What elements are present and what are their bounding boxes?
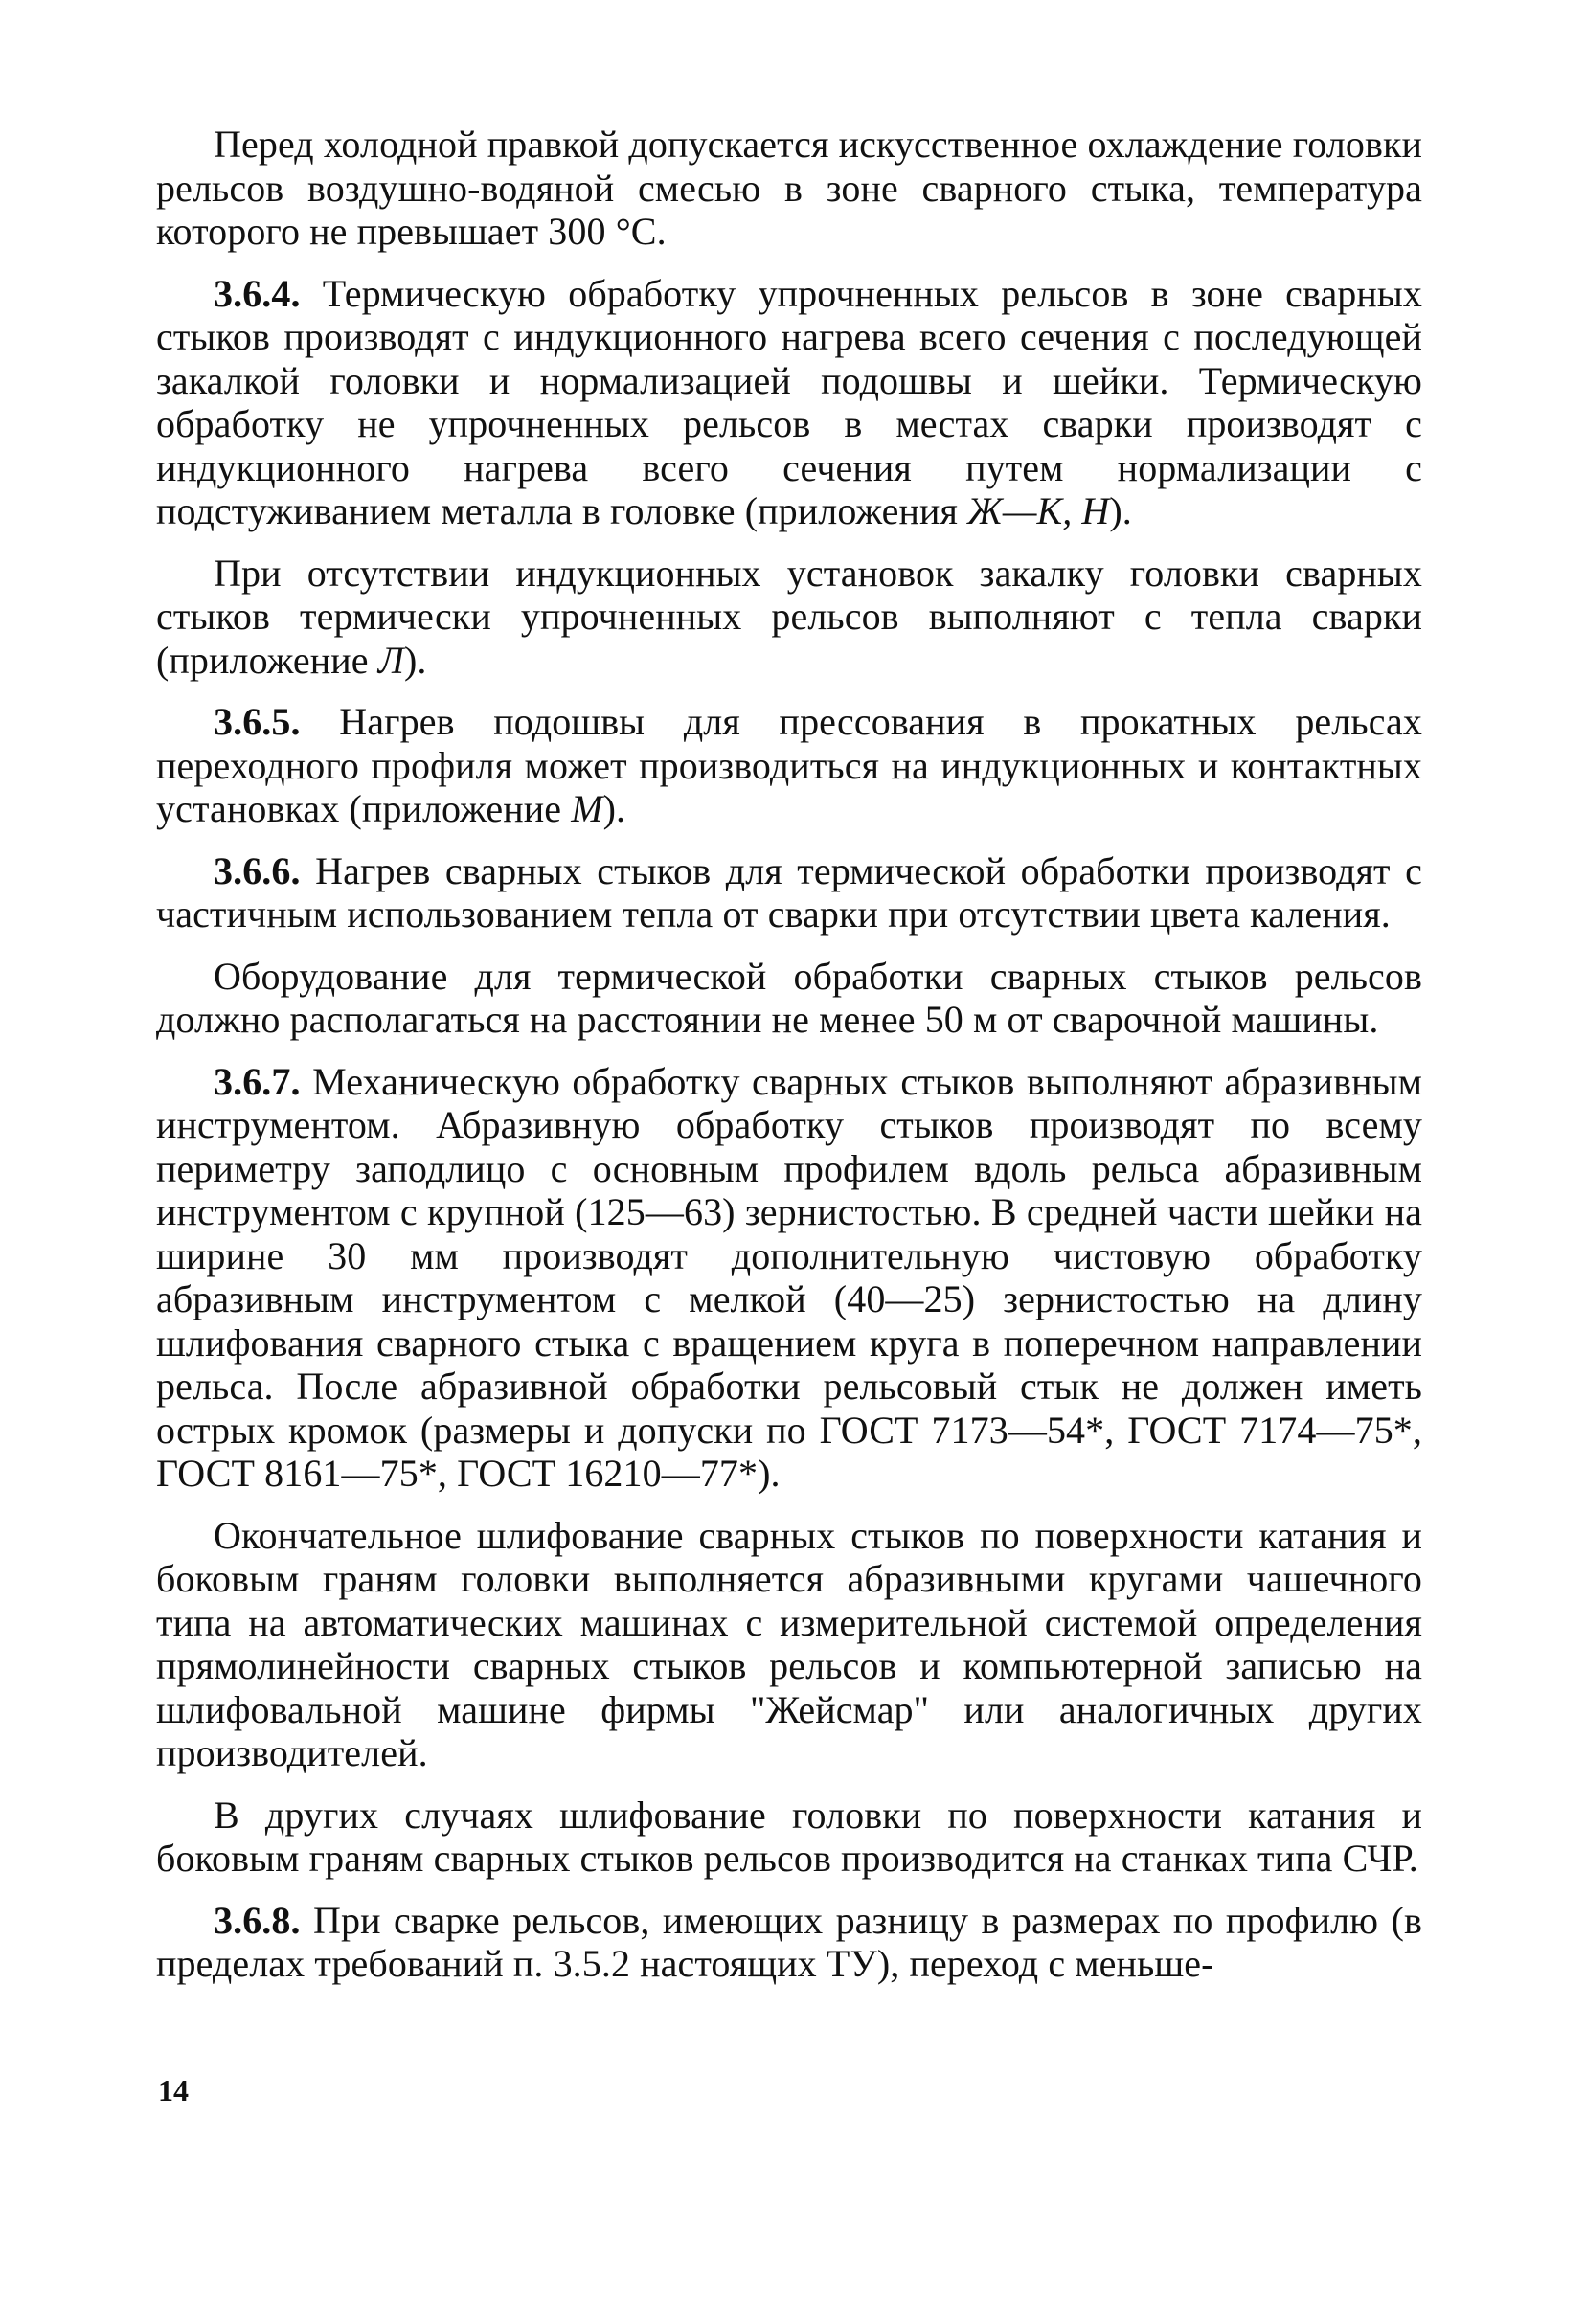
paragraph-text: Оборудование для термической обработки сварных стыков рельсов должно располагаться на расстоянии не менее 50 м от сварочной машины.: [156, 954, 1422, 1041]
paragraph-3-6-7: [156, 1060, 1422, 1496]
paragraph-other-cases: [156, 1794, 1422, 1881]
paragraph-tail: ).: [403, 638, 427, 682]
paragraph-hardening: [156, 552, 1422, 683]
paragraph-final-grinding: [156, 1514, 1422, 1775]
appendix-reference: Л: [377, 638, 404, 682]
paragraph-3-6-6: [156, 849, 1422, 936]
clause-number: 3.6.6.: [214, 848, 301, 892]
appendix-reference: Ж—К, Н: [967, 489, 1110, 532]
paragraph-text: Окончательное шлифование сварных стыков по поверхности катания и боковым граням головки выполняется абразивными кругами чашечного типа на автоматических машинах с измерительной системой определения прямолинейности сварных стыков рельсов и компьютерной записью на шлифовальной машине фирмы "Жейсмар" или аналогичных других производителей.: [156, 1513, 1422, 1774]
paragraph-text: При отсутствии индукционных установок закалку головки сварных стыков термически упрочненных рельсов выполняют с тепла сварки (приложение: [156, 551, 1422, 682]
paragraph-text: В других случаях шлифование головки по поверхности катания и боковым граням сварных стыков рельсов производится на станках типа СЧР.: [156, 1793, 1422, 1880]
clause-number: 3.6.5.: [214, 700, 301, 743]
document-page: [156, 123, 1422, 1986]
paragraph-text: Нагрев сварных стыков для термической обработки производят с частичным использованием тепла от сварки при отсутствии цвета каления.: [156, 848, 1422, 936]
paragraph-text: Нагрев подошвы для прессования в прокатных рельсах переходного профиля может производиться на индукционных и контактных установках (приложение: [156, 700, 1422, 830]
clause-number: 3.6.4.: [214, 271, 301, 315]
paragraph-equipment: [156, 955, 1422, 1042]
paragraph-text: Перед холодной правкой допускается искусственное охлаждение головки рельсов воздушно-водяной смесью в зоне сварного стыка, температура которого не превышает 300 °С.: [156, 123, 1422, 253]
paragraph-3-6-8: [156, 1899, 1422, 1986]
clause-number: 3.6.8.: [214, 1898, 301, 1942]
appendix-reference: М: [571, 787, 603, 830]
paragraph-3-6-5: [156, 700, 1422, 831]
paragraph-tail: ).: [1109, 489, 1132, 532]
paragraph-text: Механическую обработку сварных стыков выполняют абразивным инструментом. Абразивную обработку стыков производят по всему периметру заподлицо с основным профилем вдоль рельса абразивным инструментом с крупной (125—63) зернистостью. В средней части шейки на ширине 30 мм производят дополнительную чистовую обработку абразивным инструментом с мелкой (40—25) зернистостью на длину шлифования сварного стыка с вращением круга в поперечном направлении рельса. После абразивной обработки рельсовый стык не должен иметь острых кромок (размеры и допуски по ГОСТ 7173—54*, ГОСТ 7174—75*, ГОСТ 8161—75*, ГОСТ 16210—77*).: [156, 1059, 1422, 1495]
page-number: 14: [158, 2073, 189, 2108]
paragraph-text: Термическую обработку упрочненных рельсов в зоне сварных стыков производят с индукционного нагрева всего сечения с последующей закалкой головки и нормализацией подошвы и шейки. Термическую обработку не упрочненных рельсов в местах сварки производят с индукционного нагрева всего сечения путем нормализации с подстуживанием металла в головке (приложения: [156, 271, 1422, 532]
paragraph-text: При сварке рельсов, имеющих разницу в размерах по профилю (в пределах требований п. 3.5.2 настоящих ТУ), переход с меньше-: [156, 1898, 1422, 1985]
paragraph-tail: ).: [602, 787, 626, 830]
paragraph-3-6-4: [156, 272, 1422, 533]
paragraph-cooling: [156, 123, 1422, 254]
clause-number: 3.6.7.: [214, 1059, 301, 1103]
